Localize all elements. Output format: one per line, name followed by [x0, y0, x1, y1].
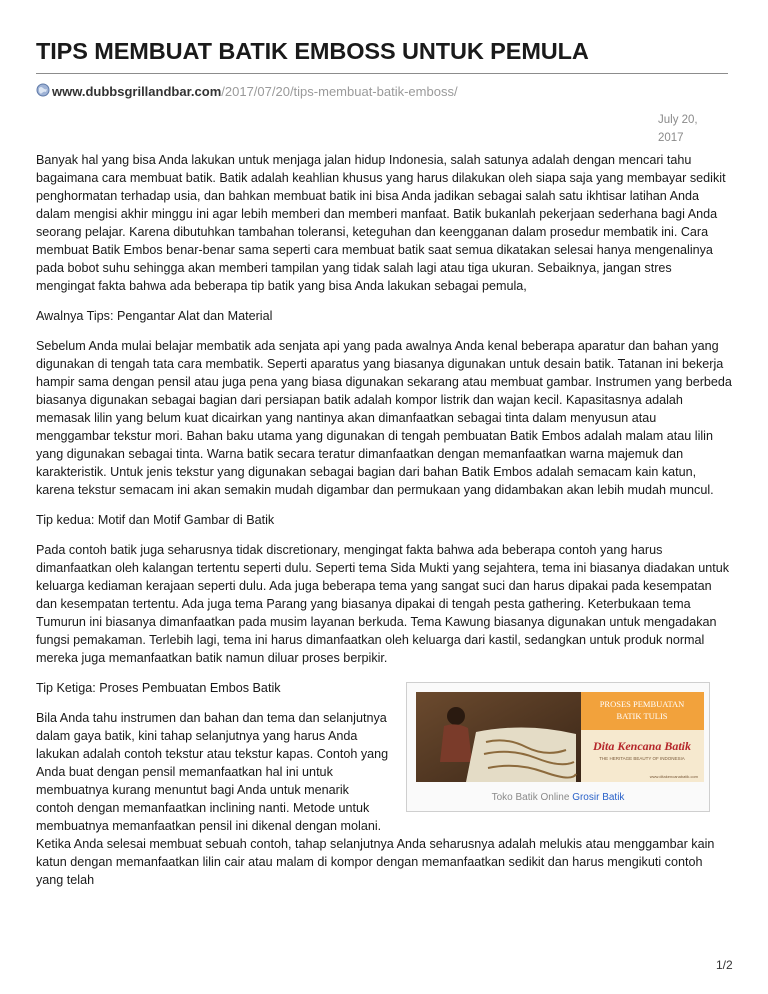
source-url[interactable]: [36, 83, 458, 99]
figure-caption: [407, 789, 709, 807]
section-heading-2: Tip kedua: Motif dan Motif Gambar di Batik: [36, 513, 275, 527]
section-heading-3: Tip Ketiga: Proses Pembuatan Embos Batik: [36, 681, 281, 695]
banner-website: www.ditakencanabatik.com: [649, 774, 698, 779]
intro-paragraph: Banyak hal yang bisa Anda lakukan untuk menjaga jalan hidup Indonesia, salah satunya adalah dengan mencari tahu bagaimana cara membuat batik. Batik adalah keahlian khusus yang harus dilakukan oleh siapa saja yang membayar sedikit penghormatan terhadap usia, dan bahkan membuat batik ini bisa Anda jadikan sebagai salah satu ikhtisar latihan Anda dalam mengisi akhir minggu ini agar lebih memberi dan memberi manfaat. Batik bukanlah pekerjaan sederhana bagi Anda seorang pelajar. Karena dibutuhkan tambahan toleransi, keteguhan dan keengganan dalam prosedur membatik ini. Cara membuat Batik Embos benar-benar sama seperti cara membuat batik saat semua dikatakan selesai hanya mengenalinya pada bobot suhu sehingga akan memberi tampilan yang tidak salah lagi atau tiga ukuran. Sebaiknya, jangan stres mengingat fakta bahwa ada beberapa tip batik yang bisa Anda lakukan sebagai pemula,: [36, 153, 726, 293]
banner-title-1: PROSES PEMBUATAN: [599, 699, 685, 709]
caption-link[interactable]: Grosir Batik: [572, 792, 625, 803]
article-figure: [406, 682, 710, 812]
page-number: 1/2: [716, 958, 733, 972]
caption-text: Toko Batik Online: [491, 792, 573, 803]
globe-icon: [36, 83, 50, 97]
url-host[interactable]: www.dubbsgrillandbar.com: [52, 84, 222, 99]
paragraph-1: Sebelum Anda mulai belajar membatik ada senjata api yang pada awalnya Anda kenal beberapa aparatur dan bahan yang digunakan di tengah tata cara membatik. Seperti aparatus yang biasanya digunakan untuk desain batik. Tatanan ini bekerja hampir sama dengan pensil atau juga pena yang biasa digunakan sekarang atau membuat gambar. Instrumen yang berbeda biasanya digunakan sebagai bagian dari persiapan batik adalah kompor listrik dan wajan kecil. Kapasitasnya adalah memasak lilin yang belum kuat dicairkan yang nantinya akan dimanfaatkan sebagai tinta dalam menyusun atau menggambar tekstur mori. Bahan baku utama yang digunakan di tengah pembuatan Batik Embos adalah malam atau lilin yang digunakan sebagai tinta. Warna batik secara teratur dimanfaatkan dengan memanfaatkan warna majemuk dan karakteristik. Untuk jenis tekstur yang digunakan sebagai bagian dari bahan Batik Embos adalah semacam kain katun, karena tekstur semacam ini akan semakin mudah digambar dan permukaan yang didambakan akan lebih mudah muncul.: [36, 339, 732, 497]
title-divider: [36, 73, 728, 74]
page-title: TIPS MEMBUAT BATIK EMBOSS UNTUK PEMULA: [36, 38, 589, 64]
batik-banner-image: [416, 692, 704, 782]
banner-tagline: THE HERITAGE BEAUTY OF INDONESIA: [599, 756, 685, 761]
post-date: [658, 111, 708, 147]
banner-brand: Dita Kencana Batik: [592, 739, 692, 753]
paragraph-2: Pada contoh batik juga seharusnya tidak discretionary, mengingat fakta bahwa ada beberapa contoh yang harus dimanfaatkan oleh kalangan tertentu seperti dulu. Seperti tema Sida Mukti yang sejahtera, tema ini biasanya diadakan untuk keluarga kediaman kerajaan seperti dulu. Ada juga beberapa tema yang sangat suci dan harus dipakai pada kesempatan dan kesempatan tertentu. Ada juga tema Parang yang biasanya dipakai di tengah pesta gathering. Keterbukaan tema Tumurun ini biasanya dimanfaatkan pada musim layanan berkuda. Tema Kawung biasanya digunakan untuk mengadakan fungsi pemakaman. Terlebih lagi, tema ini harus dimanfaatkan oleh keluarga dari kastil, sedangkan untuk produk normal mereka juga memanfaatkan batik namun diluar proses berpikir.: [36, 543, 730, 665]
banner-title-2: BATIK TULIS: [616, 711, 668, 721]
paragraph-3: Bila Anda tahu instrumen dan bahan dan tema dan selanjutnya dalam gaya batik, kini tahap selanjutnya yang harus Anda lakukan adalah contoh tekstur atau tekstur kapas. Contoh yang Anda buat dengan pensil memanfaatkan hal ini untuk membuatnya kurang menuntut bagi Anda untuk menarik contoh dengan memanfaatkan inclining nanti. Metode untuk membuatnya memanfaatkan pensil ini dikenal dengan molani. Ketika Anda selesai membuat sebuah contoh, tahap selanjutnya Anda seharusnya adalah melukis atau menggambar kain katun dengan memanfaatkan lilin cair atau malam di kompor dengan memanfaatkan sedikit dan harus mengikuti contoh yang telah: [36, 711, 715, 887]
date-line-1: July 20,: [658, 114, 698, 126]
article-body: [36, 151, 732, 901]
date-line-2: 2017: [658, 132, 684, 144]
url-path[interactable]: /2017/07/20/tips-membuat-batik-emboss/: [221, 84, 458, 99]
section-heading-1: Awalnya Tips: Pengantar Alat dan Material: [36, 309, 273, 323]
